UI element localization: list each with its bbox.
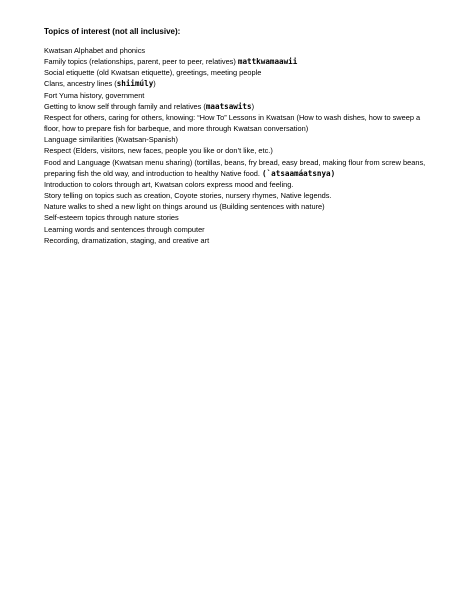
- list-item: [44, 145, 428, 156]
- kwatsan-term: shiimúly: [116, 79, 154, 89]
- item-text: Recording, dramatization, staging, and creative art: [44, 235, 210, 245]
- item-text-after: ): [153, 79, 156, 89]
- list-item: [44, 201, 428, 212]
- item-text: Nature walks to shed a new light on things around us (Building sentences with nature): [44, 202, 325, 212]
- list-item: [44, 112, 428, 134]
- item-text: Learning words and sentences through computer: [44, 224, 205, 234]
- list-item: [44, 45, 428, 56]
- list-item: [44, 157, 428, 179]
- item-text: Family topics (relationships, parent, peer to peer, relatives): [44, 57, 238, 67]
- item-text: Story telling on topics such as creation, Coyote stories, nursery rhymes, Native legends.: [44, 191, 332, 201]
- item-text: Kwatsan Alphabet and phonics: [44, 46, 146, 55]
- kwatsan-term: mattkwamaawii: [237, 57, 298, 67]
- kwatsan-term: maatsawits: [205, 101, 252, 111]
- item-text: Self-esteem topics through nature stories: [44, 213, 179, 223]
- list-item: [44, 134, 428, 145]
- list-item: [44, 90, 428, 101]
- kwatsan-term: (`atsaamáatsnya): [262, 168, 336, 178]
- list-item: [44, 235, 428, 246]
- topics-list: [44, 45, 428, 246]
- item-text: Introduction to colors through art, Kwatsan colors express mood and feeling.: [44, 179, 294, 189]
- item-text: Language similarities (Kwatsan-Spanish): [44, 135, 178, 145]
- list-item: [44, 78, 428, 89]
- list-item: [44, 190, 428, 201]
- item-text: Clans, ancestry lines (: [44, 79, 117, 89]
- item-text-after: ): [251, 101, 255, 111]
- document-heading: Topics of interest (not all inclusive):: [44, 27, 181, 36]
- item-text: Food and Language (Kwatsan menu sharing) (tortillas, beans, fry bread, easy bread, making flour from screw beans, preparing fish the old way, and introduction to healthy Native food.: [44, 157, 426, 178]
- item-text: Social etiquette (old Kwatsan etiquette), greetings, meeting people: [44, 68, 262, 78]
- item-text: Respect for others, caring for others, knowing: “How To” Lessons in Kwatsan (How to wash dishes, how to sweep a floor, how to prepare fish for barbeque, and more through Kwatsan conversation): [44, 112, 421, 134]
- list-item: [44, 56, 428, 67]
- item-text: Getting to know self through family and relatives (: [44, 101, 206, 111]
- list-item: [44, 179, 428, 190]
- item-text: Respect (Elders, visitors, new faces, people you like or don’t like, etc.): [44, 146, 273, 156]
- list-item: [44, 212, 428, 223]
- list-item: [44, 101, 428, 112]
- list-item: [44, 224, 428, 235]
- item-text: Fort Yuma history, government: [44, 90, 145, 100]
- list-item: [44, 67, 428, 78]
